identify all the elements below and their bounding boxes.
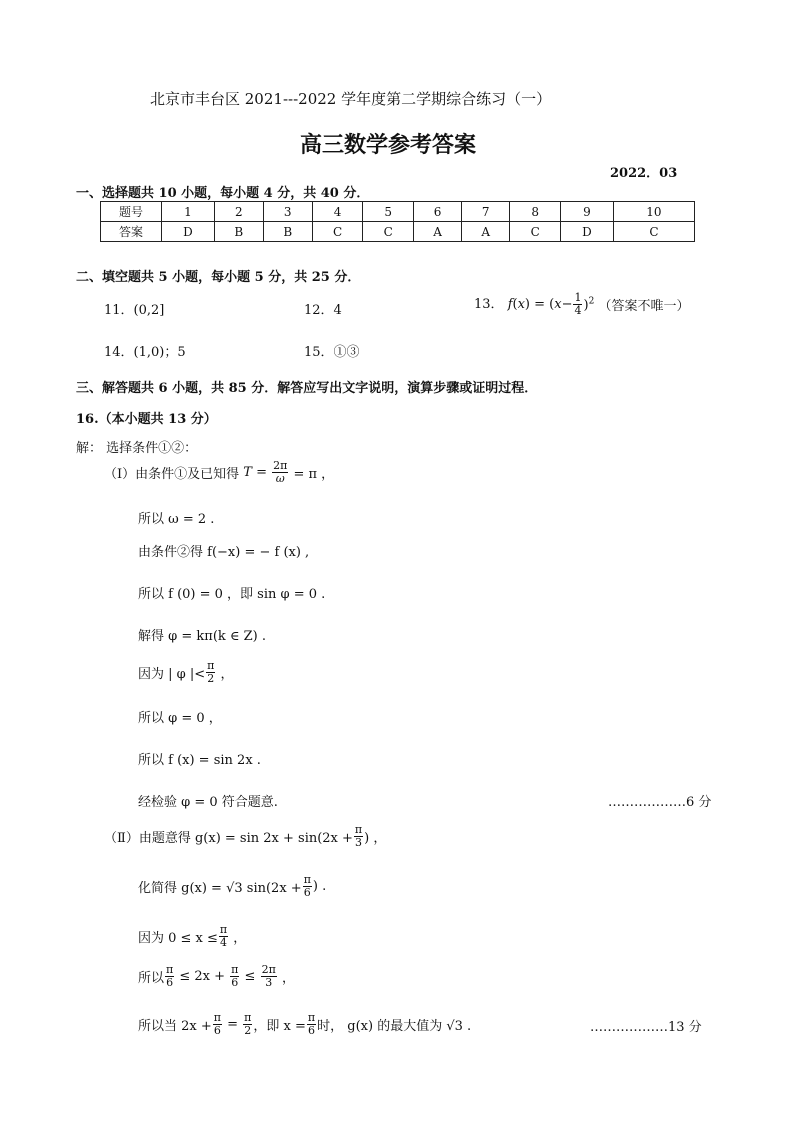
- table-cell: 3: [263, 202, 312, 222]
- table-row: [101, 202, 695, 222]
- fraction: $\frac{\pi}{6}$: [166, 963, 174, 989]
- table-cell: 5: [363, 202, 414, 222]
- line-simplify: 化简得 g(x) = √3 sin(2x + $\frac{\pi}{6}$ ) .: [138, 873, 327, 899]
- fraction: $\frac{\pi}{6}$: [307, 1011, 316, 1037]
- line-phi-zero: 所以 φ = 0 ，: [138, 711, 222, 726]
- fraction: $\frac{\pi}{4}$: [219, 923, 228, 949]
- line-f0: 所以 f (0) = 0 ，即 sin φ = 0 .: [138, 587, 326, 602]
- part1-line-period: （Ⅰ）由条件①及已知得 T = $\frac{2\pi}{\omega}$ = π ，: [104, 459, 335, 485]
- fraction: $\frac{\pi}{3}$: [354, 823, 363, 849]
- answer-13: 13． f(x) = (x− $\frac{1}{4}$ )$^2$ （答案不唯一）: [474, 291, 690, 317]
- table-cell: A: [462, 222, 510, 242]
- table-cell: C: [363, 222, 414, 242]
- solution-intro: 解： 选择条件①②：: [76, 441, 198, 456]
- table-cell: 7: [462, 202, 510, 222]
- fraction: $\frac{\pi}{6}$: [303, 873, 311, 899]
- fraction: $\frac{1}{4}$: [574, 291, 582, 317]
- line-omega: 所以 ω = 2 .: [138, 512, 215, 527]
- page-title: 高三数学参考答案: [300, 133, 477, 158]
- part2-heading: 二、填空题共 5 小题，每小题 5 分，共 25 分．: [76, 270, 361, 285]
- line-range2: 所以 $\frac{\pi}{6}$ ≤ 2x + $\frac{\pi}{6}$ ≤ $\frac{2\pi}{3}$ ，: [138, 963, 295, 989]
- line-fx: 所以 f (x) = sin 2x .: [138, 753, 261, 768]
- part2-line-g: （Ⅱ）由题意得 g(x) = sin 2x + sin(2x + $\frac{\pi}{3}$ ) ，: [104, 823, 387, 849]
- table-cell: C: [312, 222, 363, 242]
- table-cell: B: [214, 222, 263, 242]
- line-phi: 解得 φ = kπ(k ∈ Z) .: [138, 629, 267, 644]
- fraction: $\frac{\pi}{6}$: [231, 963, 239, 989]
- answer-table: [100, 201, 695, 242]
- date-label: 2022．03: [610, 166, 678, 181]
- table-cell: 10: [613, 202, 694, 222]
- table-row: [101, 222, 695, 242]
- table-row-label: 答案: [101, 222, 162, 242]
- table-cell: 6: [414, 202, 462, 222]
- fraction: $\frac{\pi}{2}$: [244, 1011, 252, 1037]
- fraction: $\frac{\pi}{6}$: [213, 1011, 221, 1037]
- table-cell: 4: [312, 202, 363, 222]
- answer-15: 15．①③: [304, 345, 360, 360]
- table-cell: A: [414, 222, 462, 242]
- table-cell: D: [162, 222, 215, 242]
- score-marker: ………………13 分: [590, 1020, 702, 1035]
- answer-11: 11．(0,2]: [104, 303, 165, 318]
- part3-heading: 三、解答题共 6 小题，共 85 分．解答应写出文字说明，演算步骤或证明过程．: [76, 381, 538, 396]
- table-cell: 9: [561, 202, 614, 222]
- table-cell: D: [561, 222, 614, 242]
- answer-13-note: （答案不唯一）: [598, 299, 690, 314]
- answer-14: 14．(1,0)；5: [104, 345, 186, 360]
- line-final: 所以当 2x + $\frac{\pi}{6}$ = $\frac{\pi}{2}$ ，即 x = $\frac{\pi}{6}$ 时， g(x) 的最大值为 √3 .: [138, 1011, 472, 1037]
- table-cell: C: [510, 222, 561, 242]
- table-cell: C: [613, 222, 694, 242]
- fraction: $\frac{2\pi}{\omega}$: [273, 459, 288, 485]
- line-abs-phi: 因为 | φ |< $\frac{\pi}{2}$ ，: [138, 659, 234, 685]
- exam-header-line: 北京市丰台区 2021---2022 学年度第二学期综合练习（一）: [150, 90, 552, 108]
- line-check: 经检验 φ = 0 符合题意.: [138, 795, 278, 810]
- table-cell: B: [263, 222, 312, 242]
- line-condition2: 由条件②得 f(−x) = − f (x) ,: [138, 545, 310, 560]
- table-cell: 1: [162, 202, 215, 222]
- table-cell: 8: [510, 202, 561, 222]
- table-cell: 2: [214, 202, 263, 222]
- part1-heading: 一、选择题共 10 小题，每小题 4 分，共 40 分．: [76, 186, 370, 201]
- fraction: $\frac{2\pi}{3}$: [261, 963, 276, 989]
- score-marker: ………………6 分: [608, 795, 712, 810]
- line-range: 因为 0 ≤ x ≤ $\frac{\pi}{4}$ ，: [138, 923, 247, 949]
- table-row-label: 题号: [101, 202, 162, 222]
- fraction: $\frac{\pi}{2}$: [207, 659, 215, 685]
- question-16-title: 16.（本小题共 13 分）: [76, 412, 217, 427]
- answer-12: 12．4: [304, 303, 342, 318]
- answer-13-number: 13．: [474, 297, 504, 312]
